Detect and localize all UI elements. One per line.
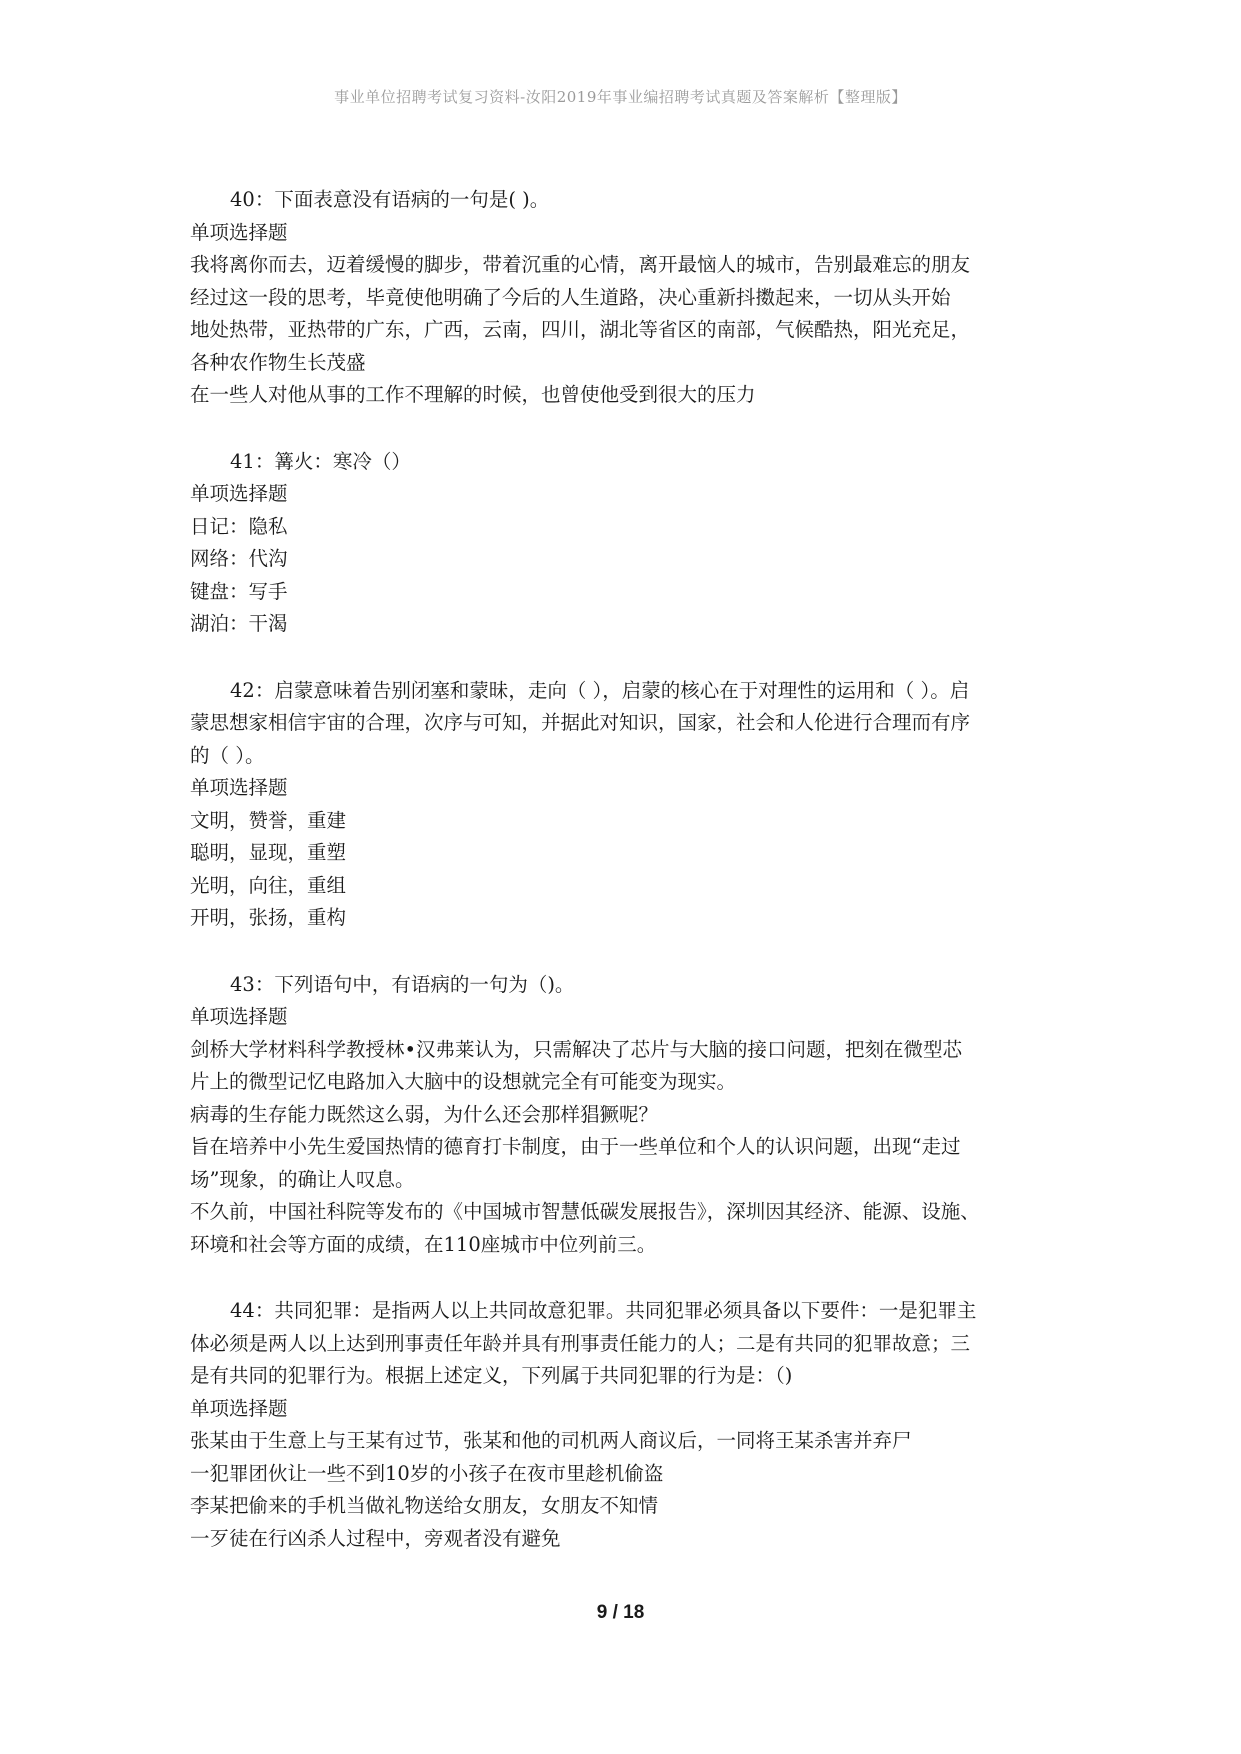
option: 湖泊：干渴 [190,612,288,635]
question-type: 单项选择题 [190,776,288,799]
question-type: 单项选择题 [190,1005,288,1028]
option: 聪明，显现，重塑 [190,841,347,864]
option: 网络：代沟 [190,547,288,570]
question-stem [190,446,1070,479]
option: 光明，向往，重组 [190,873,347,897]
option: 张某由于生意上与王某有过节，张某和他的司机两人商议后，一同将王某杀害并弃尸 [190,1429,912,1452]
option: 地处热带，亚热带的广东，广西，云南，四川，湖北等省区的南部，气候酷热，阳光充足， [190,318,971,341]
question-44 [190,1295,1070,1555]
question-stem [190,184,1070,217]
option: 旨在培养中小先生爱国热情的德育打卡制度，由于一些单位和个人的认识问题，出现“走过 [190,1135,961,1158]
option: 场”现象，的确让人叹息。 [190,1167,415,1191]
question-stem-line: 40：下面表意没有语病的一句是( )。 [230,188,550,211]
question-40 [190,184,1070,412]
question-type: 单项选择题 [190,220,288,244]
option: 剑桥大学材料科学教授林•汉弗莱认为，只需解决了芯片与大脑的接口问题，把刻在微型芯 [190,1037,963,1061]
option: 各种农作物生长茂盛 [190,350,366,374]
option: 开明，张扬，重构 [190,906,347,929]
option: 环境和社会等方面的成绩，在110座城市中位列前三。 [190,1232,657,1256]
option: 键盘：写手 [190,579,288,603]
question-type: 单项选择题 [190,482,288,505]
option: 李某把偷来的手机当做礼物送给女朋友，女朋友不知情 [190,1494,659,1517]
question-stem-line: 体必须是两人以上达到刑事责任年龄并具有刑事责任能力的人；二是有共同的犯罪故意；三 [190,1331,971,1355]
question-stem-line: 是有共同的犯罪行为。根据上述定义，下列属于共同犯罪的行为是：（) [190,1364,793,1387]
question-stem-line: 42：启蒙意味着告别闭塞和蒙昧，走向（ ），启蒙的核心在于对理性的运用和（ ）。启 [230,678,970,702]
question-43 [190,969,1070,1262]
page-content [190,184,1070,1589]
option: 片上的微型记忆电路加入大脑中的设想就完全有可能变为现实。 [190,1070,737,1093]
question-stem-line: 的（ ）。 [190,743,265,767]
option: 一犯罪团伙让一些不到10岁的小孩子在夜市里趁机偷盗 [190,1461,664,1485]
page-header: 事业单位招聘考试复习资料-汝阳2019年事业编招聘考试真题及答案解析【整理版】 [334,88,907,106]
page-number: 9 / 18 [596,1602,645,1623]
question-41 [190,446,1070,641]
option: 经过这一段的思考，毕竟使他明确了今后的人生道路，决心重新抖擞起来，一切从头开始 [190,285,951,309]
question-stem-line: 41：篝火：寒冷（） [230,449,411,473]
question-42 [190,675,1070,935]
question-type: 单项选择题 [190,1396,288,1420]
option: 一歹徒在行凶杀人过程中，旁观者没有避免 [190,1526,561,1550]
option: 在一些人对他从事的工作不理解的时候，也曾使他受到很大的压力 [190,383,756,406]
option: 日记：隐私 [190,514,288,538]
option: 我将离你而去，迈着缓慢的脚步，带着沉重的心情，离开最恼人的城市，告别最难忘的朋友 [190,253,971,276]
option: 文明，赞誉，重建 [190,808,347,832]
option: 不久前，中国社科院等发布的《中国城市智慧低碳发展报告》，深圳因其经济、能源、设施、 [190,1200,980,1223]
question-stem [190,969,1070,1002]
question-stem-line: 44：共同犯罪：是指两人以上共同故意犯罪。共同犯罪必须具备以下要件：一是犯罪主 [230,1299,977,1322]
question-stem-line: 43：下列语句中，有语病的一句为（)。 [230,972,575,996]
question-stem-line: 蒙思想家相信宇宙的合理，次序与可知，并据此对知识，国家，社会和人伦进行合理而有序 [190,711,971,734]
option: 病毒的生存能力既然这么弱，为什么还会那样猖獗呢？ [190,1102,659,1126]
